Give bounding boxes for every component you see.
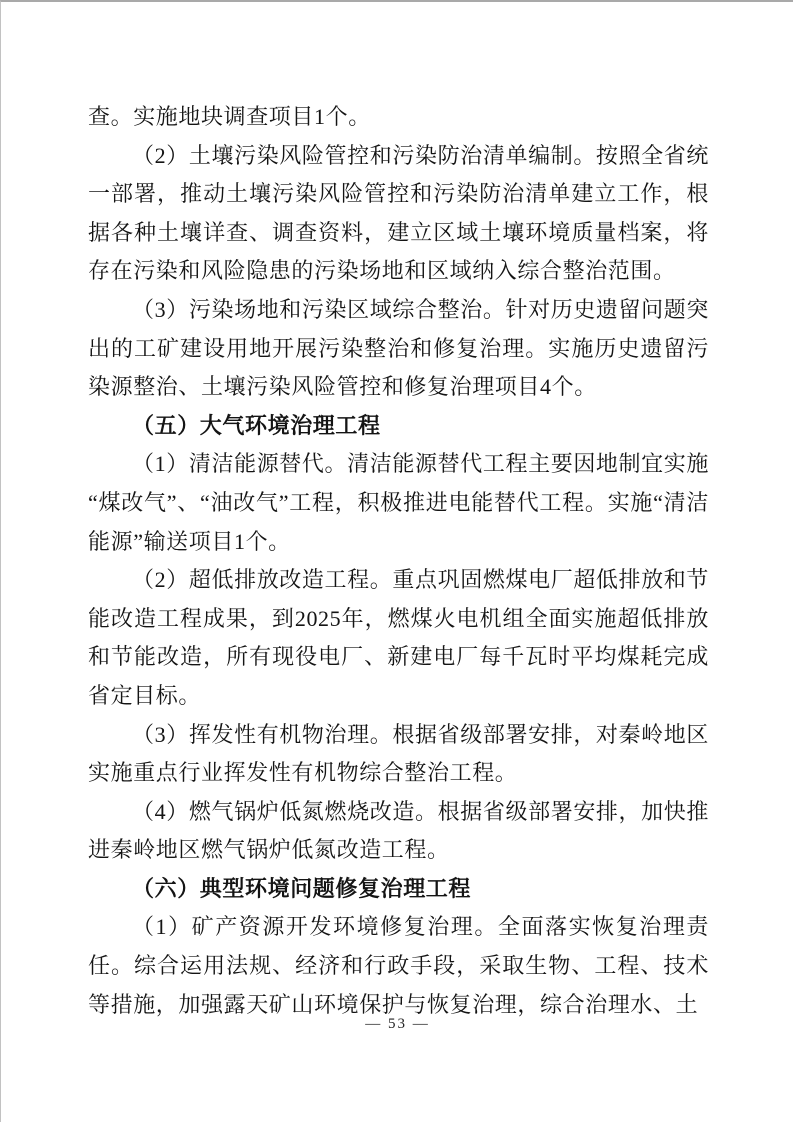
document-body (88, 98, 709, 1024)
paragraph: （2）土壤污染风险管控和污染防治清单编制。按照全省统一部署，推动土壤污染风险管控和污染防治清单建立工作，根据各种土壤详查、调查资料，建立区域土壤环境质量档案，将存在污染和风险隐患的污染场地和区域纳入综合整治范围。 (88, 142, 709, 284)
section-heading: （六）典型环境问题修复治理工程 (132, 875, 472, 901)
page-number: — 53 — (365, 1016, 430, 1032)
section-heading: （五）大气环境治理工程 (132, 412, 381, 438)
paragraph: 查。实施地块调查项目1个。 (88, 104, 371, 129)
paragraph: （1）清洁能源替代。清洁能源替代工程主要因地制宜实施“煤改气”、“油改气”工程，积极推进电能替代工程。实施“清洁能源”输送项目1个。 (88, 451, 709, 554)
paragraph: （3）挥发性有机物治理。根据省级部署安排，对秦岭地区实施重点行业挥发性有机物综合整治工程。 (88, 721, 709, 786)
paragraph: （2）超低排放改造工程。重点巩固燃煤电厂超低排放和节能改造工程成果，到2025年，燃煤火电机组全面实施超低排放和节能改造，所有现役电厂、新建电厂每千瓦时平均煤耗完成省定目标。 (88, 567, 709, 708)
paragraph: （4）燃气锅炉低氮燃烧改造。根据省级部署安排，加快推进秦岭地区燃气锅炉低氮改造工程。 (88, 798, 709, 863)
paragraph: （1）矿产资源开发环境修复治理。全面落实恢复治理责任。综合运用法规、经济和行政手段，采取生物、工程、技术等措施，加强露天矿山环境保护与恢复治理，综合治理水、土 (88, 914, 709, 1017)
paragraph: （3）污染场地和污染区域综合整治。针对历史遗留问题突出的工矿建设用地开展污染整治和修复治理。实施历史遗留污染源整治、土壤污染风险管控和修复治理项目4个。 (88, 296, 709, 400)
